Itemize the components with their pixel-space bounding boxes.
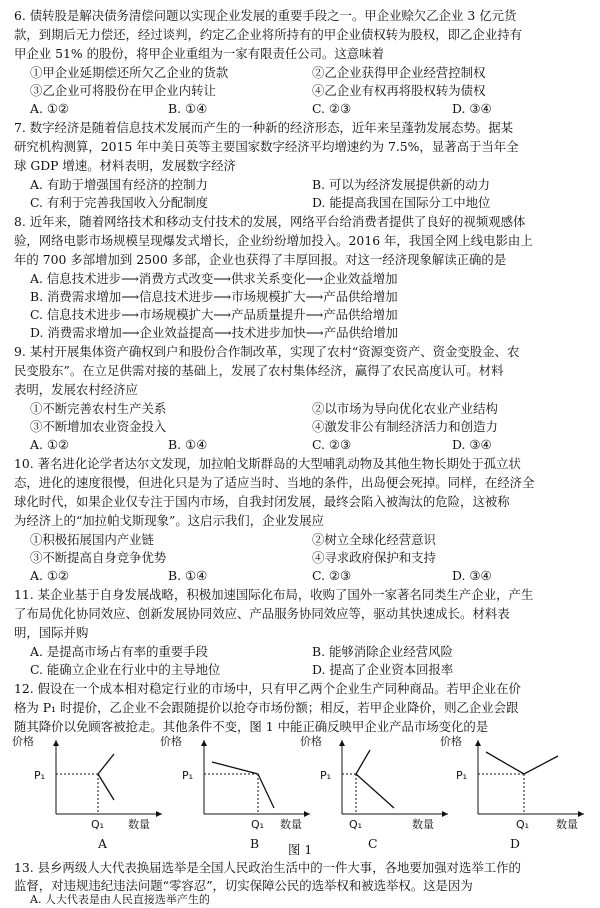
graph-a-letter: A [98, 836, 107, 851]
graph-c-letter: C [368, 836, 378, 851]
graph-c [326, 736, 456, 828]
demand-curve [486, 752, 558, 774]
q7-stem-line-1: 7. 数字经济是随着信息技术发展而产生的一种新的经济形态，近年来呈蓬勃发展态势。据某 [14, 120, 513, 135]
q10-item-4: ④寻求政府保护和支持 [312, 550, 436, 565]
graph-a-q-label: Q₁ [91, 818, 105, 831]
graph-b-q-label: Q₁ [251, 818, 265, 831]
graph-a-p-label: P₁ [34, 769, 46, 782]
graph-a-x-label: 数量 [128, 818, 150, 831]
q7-stem-line-3: 球 GDP 增速。材料表明，发展数字经济 [14, 158, 236, 173]
q11-choice-d: D. 提高了企业资本回报率 [312, 662, 454, 677]
q9-stem-line-3: 表明，发展农村经济应 [14, 382, 138, 397]
q6-stem-line-2: 款，到期后无力偿还，经过谈判，约定乙企业将所持有的甲企业债权转为股权，即乙企业持有 [14, 27, 523, 42]
q8-choice-a: A. 信息技术进步⟶消费方式改变⟶供求关系变化⟶企业效益增加 [30, 271, 398, 286]
q6-item-4: ④乙企业有权再将股权转为债权 [312, 83, 486, 98]
q7-choice-c: C. 有利于完善我国收入分配制度 [30, 195, 208, 210]
q11-choice-b: B. 能够消除企业经营风险 [312, 644, 453, 659]
q6-item-3: ③乙企业可将股份在甲企业内转让 [30, 83, 216, 98]
graph-b-x-label: 数量 [280, 818, 302, 831]
q6-item-1: ①甲企业延期偿还所欠乙企业的货款 [30, 65, 229, 80]
q9-item-2: ②以市场为导向优化农业产业结构 [312, 401, 498, 416]
q11-stem-line-3: 明，国际并购 [14, 625, 89, 640]
graph-d-x-label: 数量 [556, 818, 578, 831]
q11-stem-line-1: 11. 某企业基于自身发展战略，积极加速国际化布局，收购了国外一家著名同类生产企业，产生 [14, 587, 534, 602]
q7-stem-line-2: 研究机构测算，2015 年中美日英等主要国家数字经济平均增速约为 7.5%，显著高于当年全 [14, 139, 519, 154]
q11-choice-c: C. 能确立企业在行业中的主导地位 [30, 662, 221, 677]
graph-c-p-label: P₁ [320, 769, 332, 782]
q10-choice-a: A. ①② [30, 568, 70, 583]
q11-stem-line-2: 了布局优化协同效应、创新发展协同效应、产品服务协同效应等，驱动其快速成长。材料表 [14, 606, 510, 621]
q10-choice-d: D. ③④ [452, 568, 492, 583]
q13-choice-a: A. 人大代表是由人民直接选举产生的 [30, 893, 210, 906]
graph-a-y-label: 价格 [12, 735, 34, 748]
q6-choice-c: C. ②③ [312, 101, 352, 116]
q10-choice-b: B. ①④ [168, 568, 208, 583]
q6-stem-line-1: 6. 债转股是解决债务清偿问题以实现企业发展的重要手段之一。甲企业赊欠乙企业 3 亿元货 [14, 8, 517, 23]
q8-stem-line-3: 年的 700 多部增加到 2500 多部，企业也获得了丰厚回报。对这一经济现象解读正确的是 [14, 252, 507, 267]
q9-stem-line-1: 9. 某村开展集体资产确权到户和股份合作制改革，实现了农村“资源变资产、资金变股金、农 [14, 344, 520, 359]
q6-choice-b: B. ①④ [168, 101, 208, 116]
q9-choice-c: C. ②③ [312, 437, 352, 452]
q10-item-2: ②树立全球化经营意识 [312, 532, 436, 547]
figure-caption: 图 1 [288, 842, 313, 857]
q8-choice-c: C. 信息技术进步⟶市场规模扩大⟶产品质量提升⟶产品供给增加 [30, 307, 398, 322]
graph-c-q-label: Q₁ [349, 818, 363, 831]
q12-stem-line-1: 12. 假设在一个成本相对稳定行业的市场中，只有甲乙两个企业生产同种商品。若甲企业在价 [14, 681, 521, 696]
demand-curve [356, 750, 394, 808]
graph-d-letter: D [510, 836, 520, 851]
q10-stem-line-2: 态，进化的速度很慢，但进化只是为了适应当时、当地的条件，出岛便会死掉。同样，在经济全 [14, 475, 535, 490]
graph-d-q-label: Q₁ [516, 818, 530, 831]
q9-choice-a: A. ①② [30, 437, 70, 452]
graph-b-letter: B [250, 836, 260, 851]
demand-curve [98, 754, 114, 800]
demand-curve [212, 762, 274, 808]
graph-a [40, 736, 170, 828]
q6-choice-a: A. ①② [30, 101, 70, 116]
graph-c-x-label: 数量 [412, 818, 434, 831]
graph-d-y-label: 价格 [440, 735, 462, 748]
q12-stem-line-3: 随其降价以免顾客被抢走。其他条件不变，图 1 中能正确反映甲企业产品市场变化的是 [14, 719, 489, 734]
q13-stem-line-2: 监督，对违规违纪违法问题“零容忍”，切实保障公民的选举权和被选举权。这是因为 [14, 878, 473, 893]
q7-choice-d: D. 能提高我国在国际分工中地位 [312, 195, 491, 210]
q10-stem-line-1: 10. 著名进化论学者达尔文发现，加拉帕戈斯群岛的大型哺乳动物及其他生物长期处于孤立状 [14, 456, 521, 471]
q8-stem-line-2: 验，网络电影市场规模呈现爆发式增长，企业纷纷增加投入。2016 年，我国全网上线电影由上 [14, 233, 533, 248]
q6-item-2: ②乙企业获得甲企业经营控制权 [312, 65, 486, 80]
q10-stem-line-4: 为经济上的“加拉帕戈斯现象”。这启示我们，企业发展应 [14, 513, 325, 528]
q6-stem-line-3: 甲企业 51% 的股份，将甲企业重组为一家有限责任公司。这意味着 [14, 46, 384, 61]
graph-b-p-label: P₁ [182, 769, 194, 782]
q6-choice-d: D. ③④ [452, 101, 492, 116]
q9-item-3: ③不断增加农业资金投入 [30, 419, 167, 434]
y-axis-arrow [53, 740, 59, 746]
q10-stem-line-3: 球化时代，如果企业仅专注于国内市场，自我封闭发展，最终会陷入被淘汰的危险，这被称 [14, 494, 510, 509]
q13-stem-line-1: 13. 县乡两级人大代表换届选举是全国人民政治生活中的一件大事，各地要加强对选举工作的 [14, 860, 521, 875]
q11-choice-a: A. 是提高市场占有率的重要手段 [30, 644, 208, 659]
q9-item-4: ④激发非公有制经济活力和创造力 [312, 419, 498, 434]
q9-item-1: ①不断完善农村生产关系 [30, 401, 167, 416]
graph-c-y-label: 价格 [300, 735, 322, 748]
q12-stem-line-2: 格为 P₁ 时提价，乙企业不会跟随提价以抢夺市场份额；相反，若甲企业降价，则乙企业会跟 [14, 700, 519, 715]
graph-d-p-label: P₁ [456, 769, 468, 782]
graph-b-y-label: 价格 [160, 735, 182, 748]
q10-choice-c: C. ②③ [312, 568, 352, 583]
q8-stem-line-1: 8. 近年来，随着网络技术和移动支付技术的发展，网络平台给消费者提供了良好的视频观感体 [14, 214, 526, 229]
q9-stem-line-2: 民变股东”。在立足供需对接的基础上，发展了农村集体经济，赢得了农民高度认可。材料 [14, 363, 504, 378]
q8-choice-b: B. 消费需求增加⟶信息技术进步⟶市场规模扩大⟶产品供给增加 [30, 289, 398, 304]
q9-choice-d: D. ③④ [452, 437, 492, 452]
q9-choice-b: B. ①④ [168, 437, 208, 452]
q10-item-1: ①积极拓展国内产业链 [30, 532, 154, 547]
q8-choice-d: D. 消费需求增加⟶企业效益提高⟶技术进步加快⟶产品供给增加 [30, 325, 399, 340]
q7-choice-a: A. 有助于增强国有经济的控制力 [30, 177, 208, 192]
q7-choice-b: B. 可以为经济发展提供新的动力 [312, 177, 491, 192]
x-axis-arrow [156, 811, 162, 817]
q10-item-3: ③不断提高自身竞争优势 [30, 550, 167, 565]
